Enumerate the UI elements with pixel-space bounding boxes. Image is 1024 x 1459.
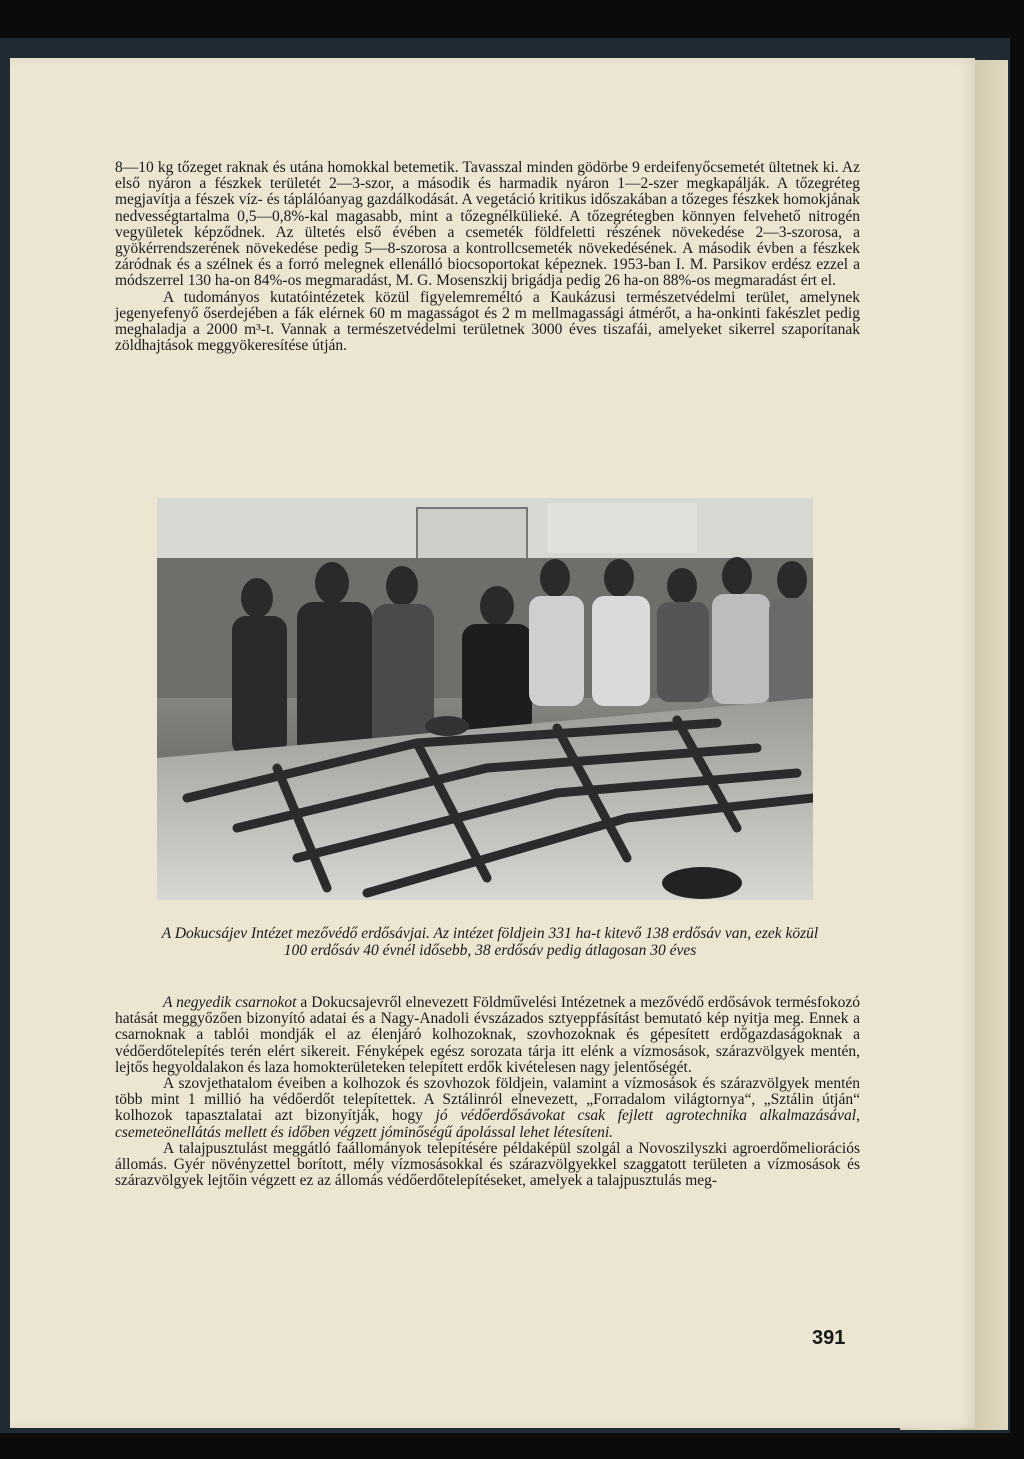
page-number: 391 <box>812 1327 846 1349</box>
photo-caption: A Dokucsájev Intézet mezővédő erdősávjai. Az intézet földjein 331 ha-t kitevő 138 erdősáv van, ezek közül 100 erdősáv 40 évnél idősebb, 38 erdősáv pedig átlagosan 30 éves <box>161 925 819 959</box>
body-text-top <box>115 160 860 354</box>
photo-image <box>157 498 813 900</box>
photo-exhibit <box>157 498 813 900</box>
paragraph-4-tail: jó védőerdősávokat csak fejlett agrotechnika alkalmazásával, csemeteönellátás mellett és időben végzett jóminőségű ápolással lehet létesíteni. <box>115 1107 860 1141</box>
body-text-bottom <box>115 995 860 1189</box>
paragraph-1: 8—10 kg tőzeget raknak és utána homokkal betemetik. Tavasszal minden gödörbe 9 erdeifenyőcsemetét ültetnek ki. Az első nyáron a fészkek területét 2—3-szor, a második és harmadik nyáron 1—2-szer megkapálják. A tőzegréteg megjavítja a fészek víz- és táplálóanyag gazdálkodását. A vegetáció kritikus időszakában a tőzeges fészkek homokjának nedvességtartalma 0,5—0,8%-kal magasabb, mint a tőzegnélkülieké. A tőzegrétegben könnyen felvehető nitrogén vegyületek képződnek. Az ültetés első évében a csemeték földfeletti részének növekedése 2—3-szorosa, a gyökérrendszerének növekedése pedig 5—8-szorosa a kontrollcsemeték növekedésének. A második évben a fészkek záródnak és a szélnek és a forró melegnek ellenálló biocsoportokat képeznek. 1953-ban I. M. Parsikov erdész ezzel a módszerrel 130 ha-on 84%-os megmaradást, M. G. Mosenszkij brigádja pedig 26 ha-on 88%-os megmaradást ért el. <box>115 159 860 290</box>
paragraph-3-body: a Dokucsajevről elnevezett Földművelési Intézetnek a mezővédő erdősávok termésfokozó hatását meggyőzően bizonyító adatai és a Nagy-Anadoli évszázados sztyeppfásítást bemutató kép nyitja meg. Ennek a csarnoknak a tablói mondják el az élenjáró kolhozoknak, szovhozoknak és gépesített erdőgazdaságoknak a védőerdőtelepítés terén elért sikereit. Fényképek egész sorozata tárja itt elénk a vízmosások, szárazvölgyek mentén, lejtős hegyoldalakon és laza homokterületeken telepített erdők kivételesen nagy jelentőségét. <box>115 994 860 1076</box>
paragraph-2: A tudományos kutatóintézetek közül figyelemreméltó a Kaukázusi természetvédelmi terület, amelynek jegenyefenyő őserdejében a fák elérnek 60 m magasságot és 2 m mellmagassági átmérőt, a ha-onkinti fakészlet pedig meghaladja a 2000 m³-t. Vannak a természetvédelmi területnek 3000 éves tiszafái, amelyeket sikerrel szaporítanak zöldhajtások meggyökeresítése útján. <box>115 288 860 355</box>
paragraph-4 <box>115 1076 860 1141</box>
paragraph-3-lead: A negyedik csarnokot <box>163 994 297 1011</box>
paragraph-3 <box>115 995 860 1076</box>
paragraph-5: A talajpusztulást meggátló faállományok telepítésére példaképül szolgál a Novoszilyszki agroerdőmeliorációs állomás. Gyér növényzettel borított, mély vízmosásokkal és szárazvölgyekkel szaggatott területen a vízmosások és szárazvölgyek lejtőin végzett ez az állomás védőerdőtelepítéseket, amelyek a talajpusztulás meg- <box>115 1139 860 1190</box>
paragraph-4-body: A szovjethatalom éveiben a kolhozok és szovhozok földjein, valamint a vízmosások és szárazvölgyek mentén több mint 1 millió ha védőerdőt telepítettek. A Sztálinról elnevezett, „Forradalom világtornya“, „Sztálin útján“ kolhozok tapasztalatai azt bizonyítják, hogy <box>115 1075 860 1125</box>
